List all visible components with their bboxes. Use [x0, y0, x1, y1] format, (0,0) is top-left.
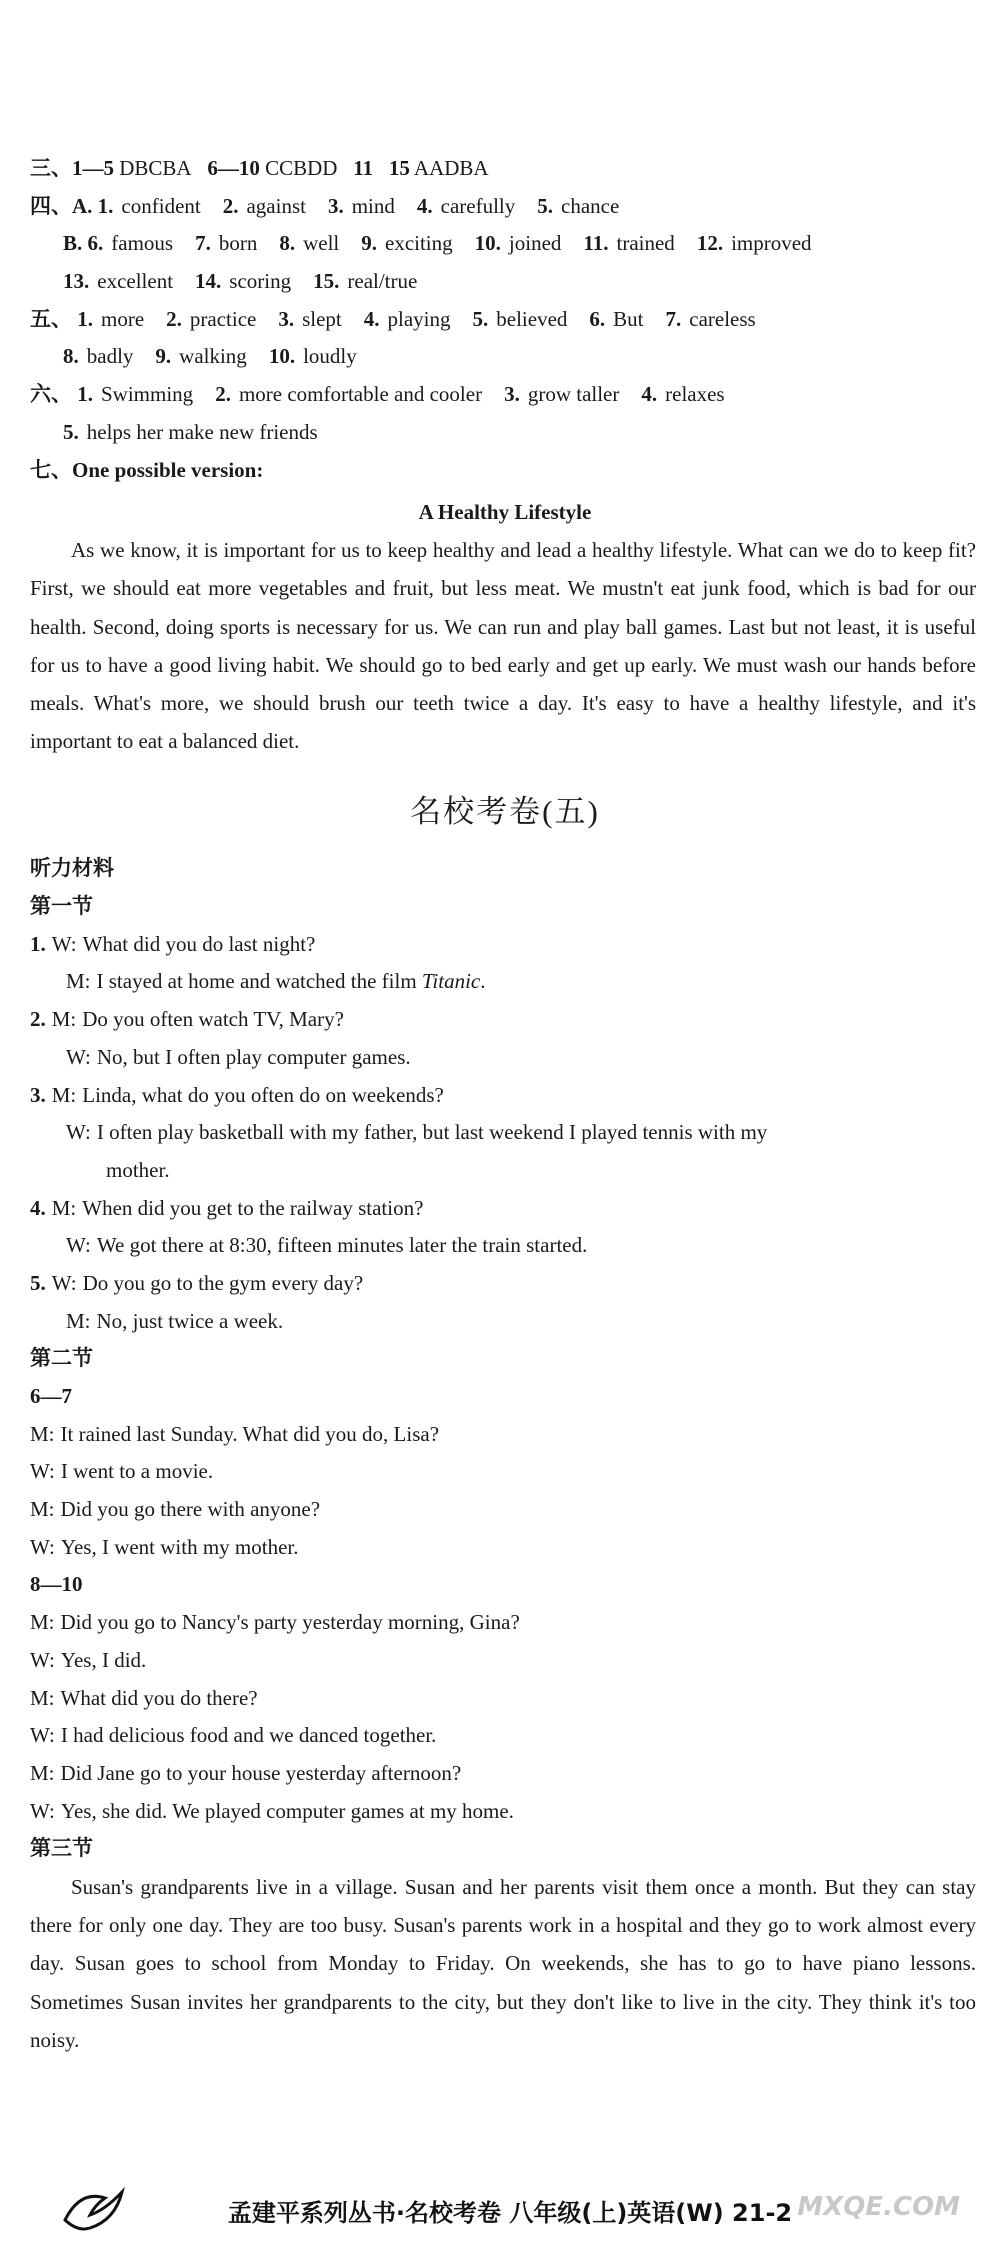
essay-body: As we know, it is important for us to keep healthy and lead a healthy lifestyle. What can we do to keep fit? First, we should eat more vegetables and fruit, but less meat. We mustn't eat junk food, which is bad for our health. Second, doing sports is necessary for us. We can run and play ball games. Last but not least, it is useful for us to have a good living habit. We should go to bed early and get up early. We must wash our hands before meals. What's more, we should brush our teeth twice a day. It's easy to have a healthy lifestyle, and it's important to eat a balanced diet.	[30, 538, 976, 754]
item-number: 3.	[30, 1082, 46, 1107]
dialogue-text: Yes, I went with my mother.	[60, 1534, 299, 1559]
dialogue-line	[30, 1001, 980, 1039]
answer-number: 5.	[63, 419, 79, 444]
dialogue-line	[30, 1114, 980, 1152]
dialogue-line	[30, 1793, 980, 1831]
answer-text: joined	[508, 231, 562, 256]
speaker-label: M:	[30, 1760, 55, 1785]
dialogue-text: No, just twice a week.	[96, 1308, 284, 1333]
answer-text: badly	[86, 344, 134, 369]
answer-number: 13.	[63, 269, 90, 294]
answer-item	[77, 382, 193, 406]
item-number: 2.	[30, 1007, 46, 1032]
answer-item	[504, 382, 619, 406]
speaker-label: W:	[51, 1270, 77, 1295]
answer-number: 6.	[87, 231, 104, 256]
answer-item	[88, 231, 174, 255]
speaker-label: M:	[51, 1195, 77, 1220]
answer-item	[417, 194, 515, 218]
answer-text: Swimming	[101, 382, 194, 407]
dialogue-line-continued: mother.	[106, 1157, 170, 1182]
answer-number: 12.	[696, 231, 724, 256]
answer-text: more comfortable and cooler	[238, 382, 483, 407]
speaker-label: W:	[30, 1534, 55, 1559]
answer-item	[215, 382, 482, 406]
answer-list	[63, 344, 379, 368]
speaker-label: W:	[30, 1798, 55, 1823]
dialogue-line	[30, 1303, 980, 1341]
dialogue-text: Did you go to Nancy's party yesterday morning, Gina?	[60, 1610, 520, 1635]
dialogue-line	[30, 1190, 980, 1228]
speaker-label: M:	[30, 1610, 55, 1635]
answer-text: real/true	[347, 269, 418, 294]
speaker-label: W:	[66, 1120, 91, 1145]
answer-item	[279, 231, 339, 255]
part-2-dialogues	[30, 1378, 980, 1830]
answer-number: 6.	[589, 306, 606, 331]
dialogue-line	[30, 926, 980, 964]
answer-number: 9.	[155, 344, 172, 369]
answer-text: helps her make new friends	[86, 419, 318, 444]
part-3-label: 第三节	[30, 1836, 93, 1861]
listening-label: 听力材料	[30, 856, 114, 881]
section-label: 三、	[30, 156, 72, 180]
speaker-label: M:	[30, 1685, 55, 1710]
section-title: 名校考卷(五)	[410, 794, 600, 830]
answer-number: 15.	[313, 269, 340, 294]
answer-text: well	[303, 231, 340, 256]
part-3-passage: Susan's grandparents live in a village. Susan and her parents visit them once a month. But they can stay there for only one day. They are too busy. Susan's parents work in a hospital and they go to work almost every day. Susan goes to school from Monday to Friday. On weekends, she has to go to have piano lessons. Sometimes Susan invites her grandparents to the city, but they don't like to live in the city. They think it's too noisy.	[30, 1874, 976, 2052]
answer-item	[63, 344, 133, 368]
speaker-label: W:	[51, 931, 77, 956]
question-range: 8—10	[30, 1572, 83, 1597]
speaker-label: W:	[30, 1459, 55, 1484]
answer-number: 8.	[279, 231, 296, 256]
answer-item	[666, 307, 756, 331]
answers-section-4-row1: 四、A. 1. confident 2. against 3. mind 4. carefully 5. chance	[30, 188, 980, 226]
speaker-label: M:	[30, 1497, 55, 1522]
answer-text: careless	[689, 306, 756, 331]
dialogue-text: I often play basketball with my father, but last weekend I played tennis with my	[96, 1120, 768, 1145]
answer-list	[63, 269, 439, 293]
answer-number: 1.	[77, 306, 93, 331]
answers-section-5-row2	[30, 338, 980, 376]
answer-item	[98, 194, 201, 218]
answer-text: loudly	[303, 344, 357, 369]
answer-text: grow taller	[527, 382, 620, 407]
answer-number: 5.	[537, 193, 554, 218]
answer-number: 7.	[665, 306, 682, 331]
dialogue-text: What did you do last night?	[82, 931, 316, 956]
answer-text: relaxes	[665, 382, 725, 407]
answer-item	[63, 420, 318, 444]
dialogue-text: It rained last Sunday. What did you do, Lisa?	[60, 1421, 440, 1446]
dialogue-line	[30, 1227, 980, 1265]
answer-number: 2.	[166, 306, 182, 331]
dialogue-text: Did Jane go to your house yesterday afternoon?	[60, 1760, 462, 1785]
speaker-label: W:	[66, 1044, 91, 1069]
answers-section-4-row2: B. 6. famous 7. born 8. well 9. exciting 10. joined 11. trained 12. improved	[30, 225, 980, 263]
dialogue-line	[30, 1453, 980, 1491]
item-number: 1.	[30, 931, 46, 956]
dialogue-text: No, but I often play computer games.	[96, 1044, 411, 1069]
bird-logo-icon	[60, 2180, 130, 2240]
dialogue-text: Do you often watch TV, Mary?	[82, 1007, 344, 1032]
answer-number: 10.	[474, 231, 501, 256]
dialogue-text: Yes, I did.	[60, 1647, 147, 1672]
dialogue-line: M: I stayed at home and watched the film Titanic.	[66, 969, 486, 994]
dialogue-text: Did you go there with anyone?	[60, 1497, 321, 1522]
answer-item	[537, 194, 619, 218]
answer-list	[98, 194, 642, 218]
answer-item	[328, 194, 395, 218]
answer-item	[697, 231, 812, 255]
page-footer	[60, 2180, 960, 2240]
speaker-label: W:	[30, 1723, 55, 1748]
answer-text: But	[613, 306, 644, 331]
dialogue-line	[30, 1039, 980, 1077]
answer-item	[361, 231, 452, 255]
dialogue-line	[30, 1265, 980, 1303]
answer-number: 2.	[222, 193, 239, 218]
speaker-label: M:	[66, 969, 91, 994]
answer-text: slept	[302, 306, 342, 331]
dialogue-text: What did you do there?	[60, 1685, 258, 1710]
answer-list	[63, 420, 340, 444]
answer-item	[278, 307, 341, 331]
answer-item	[155, 344, 246, 368]
answer-item	[166, 307, 256, 331]
watermark: MXQE.COM	[797, 2192, 960, 2222]
answer-text: famous	[111, 231, 174, 256]
part-2-label: 第二节	[30, 1346, 93, 1371]
answer-text: mind	[351, 193, 395, 218]
part-1-label: 第一节	[30, 894, 93, 919]
answer-text: walking	[179, 344, 247, 369]
speaker-label: M:	[30, 1421, 55, 1446]
film-title: Titanic	[421, 969, 481, 994]
speaker-label: M:	[66, 1308, 91, 1333]
answer-text: against	[246, 193, 306, 218]
footer-text: 孟建平系列丛书·名校考卷 八年级(上)英语(W) 21-2	[227, 2198, 793, 2227]
answer-item	[77, 307, 144, 331]
dialogue-line	[30, 1680, 980, 1718]
dialogue-text: I had delicious food and we danced together.	[60, 1723, 437, 1748]
answer-number: 9.	[361, 231, 377, 256]
answer-item	[583, 231, 674, 255]
answer-number: 5.	[472, 306, 489, 331]
answer-text: excellent	[97, 269, 174, 294]
part-1-dialogues	[30, 926, 980, 1341]
answer-item	[589, 307, 643, 331]
dialogue-line	[30, 1529, 980, 1567]
answers-section-6-row1: 六、 1. Swimming 2. more comfortable and cooler 3. grow taller 4. relaxes	[30, 376, 980, 414]
dialogue-text: I went to a movie.	[60, 1459, 214, 1484]
answer-item	[641, 382, 724, 406]
speaker-label: W:	[30, 1647, 55, 1672]
answer-text: chance	[561, 193, 620, 218]
answer-text: believed	[496, 306, 568, 331]
dialogue-line	[30, 1077, 980, 1115]
answers-section-5-row1: 五、 1. more 2. practice 3. slept 4. playing 5. believed 6. But 7. careless	[30, 301, 980, 339]
answers-section-7: 七、One possible version:	[30, 457, 264, 482]
speaker-label: W:	[66, 1233, 91, 1258]
answer-item	[269, 344, 357, 368]
answer-number: 14.	[195, 269, 222, 294]
answer-text: playing	[387, 306, 451, 331]
dialogue-text: Yes, she did. We played computer games at my home.	[60, 1798, 514, 1823]
dialogue-line	[30, 1755, 980, 1793]
answer-text: practice	[189, 306, 257, 331]
answer-number: 4.	[416, 193, 433, 218]
dialogue-line	[30, 1604, 980, 1642]
answer-number: 11.	[583, 231, 609, 256]
answer-list	[88, 231, 834, 255]
answer-text: improved	[731, 231, 812, 256]
item-number: 5.	[30, 1270, 46, 1295]
answer-page	[30, 150, 980, 2059]
answer-text: confident	[121, 193, 201, 218]
answer-text: exciting	[385, 231, 453, 256]
answers-section-4-row3	[30, 263, 980, 301]
item-number: 4.	[30, 1195, 46, 1220]
answer-item	[364, 307, 451, 331]
speaker-label: M:	[51, 1082, 77, 1107]
answer-item	[223, 194, 306, 218]
answer-number: 7.	[195, 231, 211, 256]
answer-number: 4.	[363, 306, 380, 331]
dialogue-text: Do you go to the gym every day?	[82, 1270, 364, 1295]
answer-number: 1.	[97, 193, 114, 218]
answer-item	[63, 269, 173, 293]
answer-item	[475, 231, 562, 255]
answer-list	[77, 382, 746, 406]
answer-list	[77, 307, 777, 331]
answer-item	[195, 269, 291, 293]
answer-number: 3.	[278, 306, 295, 331]
answers-section-3: 三、1—5 DBCBA 6—10 CCBDD 11 15 AADBA	[30, 156, 489, 180]
speaker-label: M:	[51, 1007, 77, 1032]
dialogue-line	[30, 1491, 980, 1529]
answer-text: born	[218, 231, 258, 256]
answer-item	[473, 307, 568, 331]
answer-item	[313, 269, 417, 293]
dialogue-text: Linda, what do you often do on weekends?	[82, 1082, 444, 1107]
question-range: 6—7	[30, 1384, 72, 1409]
answer-item	[195, 231, 257, 255]
dialogue-text: We got there at 8:30, fifteen minutes later the train started.	[96, 1233, 588, 1258]
dialogue-text: I stayed at home and watched the film	[96, 969, 422, 994]
dialogue-line	[30, 1642, 980, 1680]
answer-number: 1.	[77, 382, 93, 407]
dialogue-text: When did you get to the railway station?	[82, 1195, 424, 1220]
answer-number: 3.	[327, 193, 344, 218]
answer-text: carefully	[440, 193, 516, 218]
dialogue-line	[30, 1717, 980, 1755]
answer-number: 8.	[63, 344, 79, 369]
answer-number: 4.	[641, 382, 658, 407]
answer-text: more	[101, 306, 145, 331]
answer-text: trained	[616, 231, 675, 256]
answer-number: 2.	[215, 382, 231, 407]
dialogue-line	[30, 1416, 980, 1454]
answer-number: 10.	[268, 344, 296, 369]
answer-text: scoring	[229, 269, 292, 294]
answer-number: 3.	[504, 382, 520, 407]
answers-section-6-row2	[30, 414, 980, 452]
essay-title: A Healthy Lifestyle	[418, 500, 592, 525]
